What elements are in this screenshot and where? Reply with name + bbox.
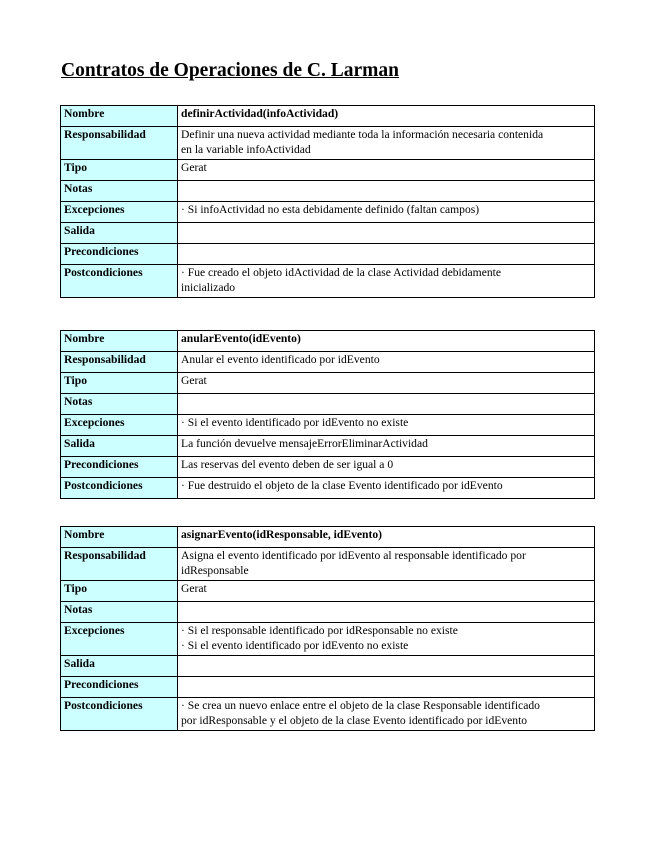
label-tipo: Tipo: [61, 373, 178, 394]
row-precondiciones: [61, 677, 595, 698]
label-salida: Salida: [61, 656, 178, 677]
label-responsabilidad: Responsabilidad: [61, 548, 178, 581]
row-postcondiciones: [61, 265, 595, 298]
postcondiciones-value: [178, 478, 595, 499]
label-responsabilidad: Responsabilidad: [61, 352, 178, 373]
row-responsabilidad: [61, 352, 595, 373]
row-postcondiciones: [61, 478, 595, 499]
text-line: Anular el evento identificado por idEvento: [181, 353, 380, 366]
tipo-value: Gerat: [178, 160, 595, 181]
row-notas: [61, 394, 595, 415]
row-salida: [61, 223, 595, 244]
text-line: Definir una nueva actividad mediante toda la información necesaria contenida: [181, 128, 544, 141]
label-notas: Notas: [61, 602, 178, 623]
page-title: Contratos de Operaciones de C. Larman: [61, 60, 399, 81]
salida-value: [178, 223, 595, 244]
label-postcondiciones: Postcondiciones: [61, 698, 178, 731]
contract-table: [60, 330, 595, 499]
label-postcondiciones: Postcondiciones: [61, 265, 178, 298]
text-line: · Si el responsable identificado por idResponsable no existe: [181, 624, 458, 637]
contract-table: [60, 105, 595, 298]
salida-value: La función devuelve mensajeErrorEliminarActividad: [178, 436, 595, 457]
row-postcondiciones: [61, 698, 595, 731]
text-line: Asigna el evento identificado por idEvento al responsable identificado por: [181, 549, 526, 562]
row-excepciones: [61, 623, 595, 656]
excepciones-value: [178, 623, 595, 656]
excepciones-value: [178, 415, 595, 436]
label-precondiciones: Precondiciones: [61, 457, 178, 478]
precondiciones-value: Las reservas del evento deben de ser igual a 0: [178, 457, 595, 478]
contract-table: [60, 526, 595, 731]
row-tipo: [61, 160, 595, 181]
text-line: · Si infoActividad no esta debidamente definido (faltan campos): [181, 203, 480, 216]
row-tipo: [61, 373, 595, 394]
tipo-value: Gerat: [178, 373, 595, 394]
text-line: inicializado: [181, 280, 236, 294]
label-notas: Notas: [61, 181, 178, 202]
row-nombre: [61, 527, 595, 548]
row-responsabilidad: [61, 127, 595, 160]
text-line: · Fue creado el objeto idActividad de la clase Actividad debidamente: [181, 266, 501, 279]
postcondiciones-value: [178, 698, 595, 731]
row-precondiciones: [61, 457, 595, 478]
text-line: · Si el evento identificado por idEvento no existe: [181, 416, 409, 429]
notas-value: [178, 394, 595, 415]
operation-name: anularEvento(idEvento): [178, 331, 595, 352]
text-line: · Se crea un nuevo enlace entre el objeto de la clase Responsable identificado: [181, 699, 540, 712]
label-excepciones: Excepciones: [61, 623, 178, 656]
label-notas: Notas: [61, 394, 178, 415]
row-tipo: [61, 581, 595, 602]
text-line: idResponsable: [181, 563, 249, 577]
label-tipo: Tipo: [61, 581, 178, 602]
text-line: por idResponsable y el objeto de la clase Evento identificado por idEvento: [181, 713, 528, 727]
label-nombre: Nombre: [61, 527, 178, 548]
excepciones-value: [178, 202, 595, 223]
responsabilidad-value: [178, 352, 595, 373]
precondiciones-value: [178, 677, 595, 698]
row-nombre: [61, 106, 595, 127]
text-line: · Si el evento identificado por idEvento no existe: [181, 638, 409, 652]
row-salida: [61, 436, 595, 457]
label-nombre: Nombre: [61, 331, 178, 352]
responsabilidad-value: [178, 127, 595, 160]
label-salida: Salida: [61, 223, 178, 244]
label-tipo: Tipo: [61, 160, 178, 181]
label-responsabilidad: Responsabilidad: [61, 127, 178, 160]
row-nombre: [61, 331, 595, 352]
row-responsabilidad: [61, 548, 595, 581]
row-notas: [61, 181, 595, 202]
postcondiciones-value: [178, 265, 595, 298]
row-excepciones: [61, 202, 595, 223]
tipo-value: Gerat: [178, 581, 595, 602]
label-excepciones: Excepciones: [61, 415, 178, 436]
operation-name: definirActividad(infoActividad): [178, 106, 595, 127]
text-line: · Fue destruido el objeto de la clase Evento identificado por idEvento: [181, 479, 503, 492]
label-postcondiciones: Postcondiciones: [61, 478, 178, 499]
label-nombre: Nombre: [61, 106, 178, 127]
row-precondiciones: [61, 244, 595, 265]
notas-value: [178, 181, 595, 202]
row-notas: [61, 602, 595, 623]
label-precondiciones: Precondiciones: [61, 677, 178, 698]
precondiciones-value: [178, 244, 595, 265]
notas-value: [178, 602, 595, 623]
operation-name: asignarEvento(idResponsable, idEvento): [178, 527, 595, 548]
text-line: en la variable infoActividad: [181, 142, 311, 156]
label-salida: Salida: [61, 436, 178, 457]
responsabilidad-value: [178, 548, 595, 581]
row-salida: [61, 656, 595, 677]
label-precondiciones: Precondiciones: [61, 244, 178, 265]
salida-value: [178, 656, 595, 677]
label-excepciones: Excepciones: [61, 202, 178, 223]
row-excepciones: [61, 415, 595, 436]
